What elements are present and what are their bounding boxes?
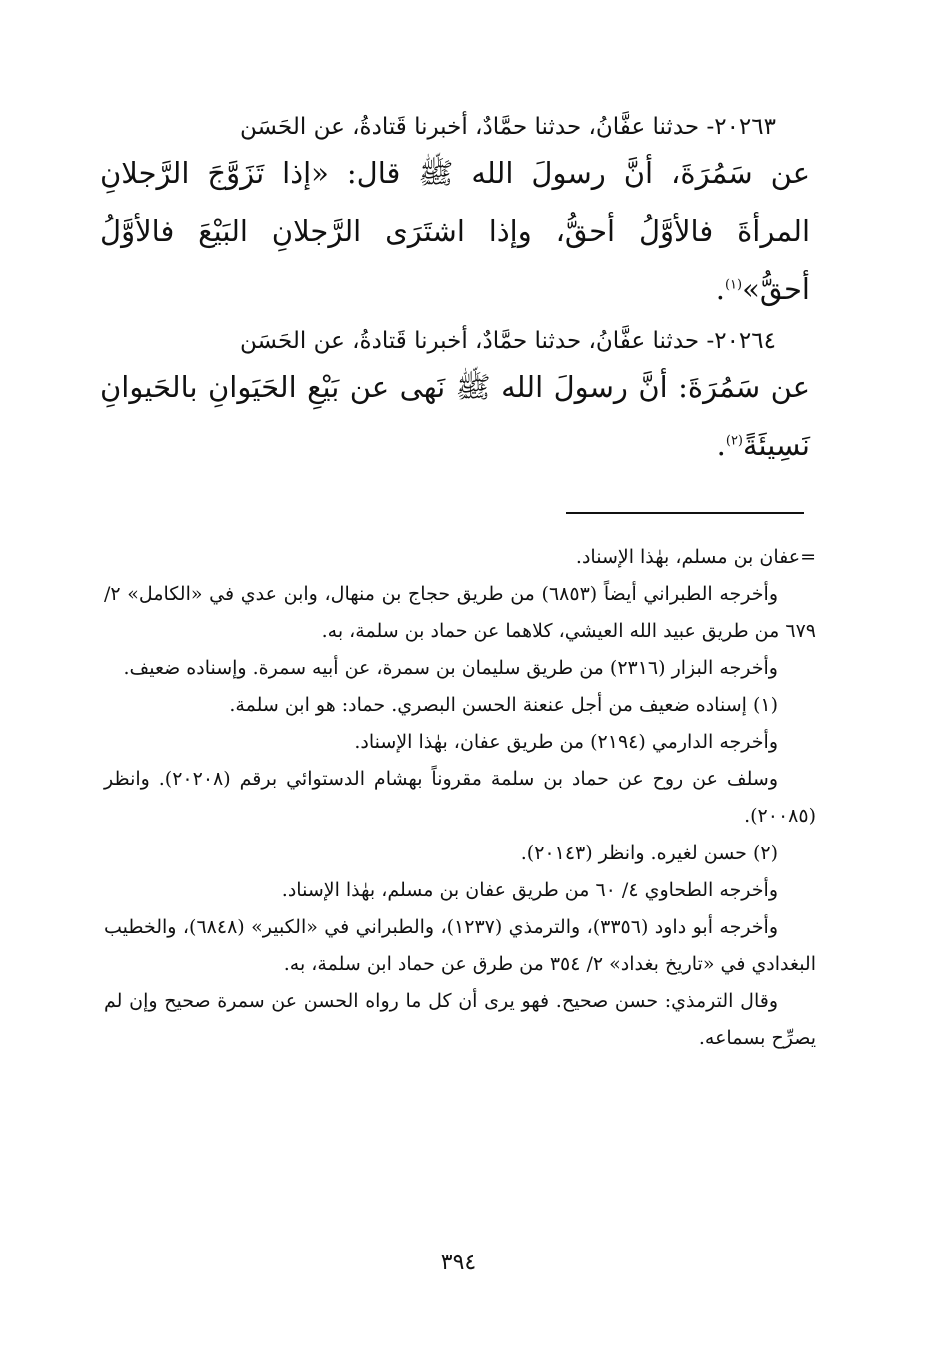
page-number-text: ٣٩٤ — [440, 1250, 477, 1275]
page-number — [0, 1250, 937, 1275]
hadith-matn — [100, 358, 810, 474]
footnote-paragraph — [104, 650, 816, 687]
footnote-2-text: (٢) حسن لغيره. وانظر (٢٠١٤٣). — [520, 842, 778, 864]
hadith-matn — [100, 144, 810, 318]
hadith-heading — [100, 326, 810, 356]
footnote-ref: (١) — [724, 277, 743, 293]
footnote-paragraph — [104, 761, 816, 835]
footnote-paragraph-text: وأخرجه الدارمي (٢١٩٤) من طريق عفان، بهٰذا الإسناد. — [354, 731, 778, 753]
footnote-paragraph-text: وأخرجه أبو داود (٣٣٥٦)، والترمذي (١٢٣٧)، والطبراني في «الكبير» (٦٨٤٨)، والخطيب البغدادي في «تاريخ بغداد» ٢/ ٣٥٤ من طرق عن حماد ابن سلمة، به. — [104, 916, 816, 975]
hadith-isnad: حدثنا عفَّانُ، حدثنا حمَّادٌ، أخبرنا قَتادةُ، عن الحَسَن — [239, 114, 700, 140]
hadith-matn-text: عن سَمُرَةَ: أنَّ رسولَ الله ﷺ نَهى عن بَيْعِ الحَيَوانِ بالحَيوانِ نَسِيئَةً — [100, 370, 810, 462]
hadith-heading — [100, 112, 810, 142]
footnote-1 — [104, 687, 816, 724]
footnote-1-text: (١) إسناده ضعيف من أجل عنعنة الحسن البصري. حماد: هو ابن سلمة. — [229, 694, 778, 716]
footnote-continuation: =عفان بن مسلم، بهٰذا الإسناد. — [575, 546, 816, 568]
hadith-section — [100, 112, 810, 482]
hadith-matn-text: عن سَمُرَةَ، أنَّ رسولَ الله ﷺ قال: «إذا تَزَوَّجَ الرَّجلانِ المرأةَ فالأوَّلُ أحقُّ، وإذا اشتَرَى الرَّجلانِ البَيْعَ فالأوَّلُ أحقُّ» — [100, 156, 810, 306]
footnote-paragraph-text: وقال الترمذي: حسن صحيح. فهو يرى أن كل ما رواه الحسن عن سمرة صحيح وإن لم يصرِّح بسماعه. — [104, 990, 816, 1049]
footnote-paragraph — [104, 576, 816, 650]
hadith-number: ٢٠٢٦٣- — [706, 114, 776, 140]
footnote-paragraph — [104, 724, 816, 761]
footnote-paragraph-text: وأخرجه البزار (٢٣١٦) من طريق سليمان بن سمرة، عن أبيه سمرة. وإسناده ضعيف. — [123, 657, 778, 679]
footnote-paragraph — [104, 983, 816, 1057]
footnote-ref: (٢) — [725, 433, 743, 449]
footnote-paragraph — [104, 872, 816, 909]
footnote-paragraph-text: وأخرجه الطحاوي ٤/ ٦٠ من طريق عفان بن مسلم، بهٰذا الإسناد. — [281, 879, 778, 901]
footnote-2 — [104, 835, 816, 872]
hadith-end: . — [715, 272, 725, 306]
footnote-separator — [566, 512, 804, 514]
footnote-paragraph-text: وأخرجه الطبراني أيضاً (٦٨٥٣) من طريق حجاج بن منهال، وابن عدي في «الكامل» ٢/ ٦٧٩ من طريق عبيد الله العيشي، كلاهما عن حماد بن سلمة، به. — [104, 583, 816, 642]
hadith-number: ٢٠٢٦٤- — [706, 328, 776, 354]
footnote-paragraph-text: وسلف عن روح عن حماد بن سلمة مقروناً بهشام الدستوائي برقم (٢٠٢٠٨). وانظر (٢٠٠٨٥). — [104, 768, 816, 827]
hadith-isnad: حدثنا عفَّانُ، حدثنا حمَّادٌ، أخبرنا قَتادةُ، عن الحَسَن — [239, 328, 700, 354]
footnotes-section — [104, 539, 816, 1057]
hadith-end: . — [716, 428, 726, 462]
footnote-paragraph — [104, 909, 816, 983]
